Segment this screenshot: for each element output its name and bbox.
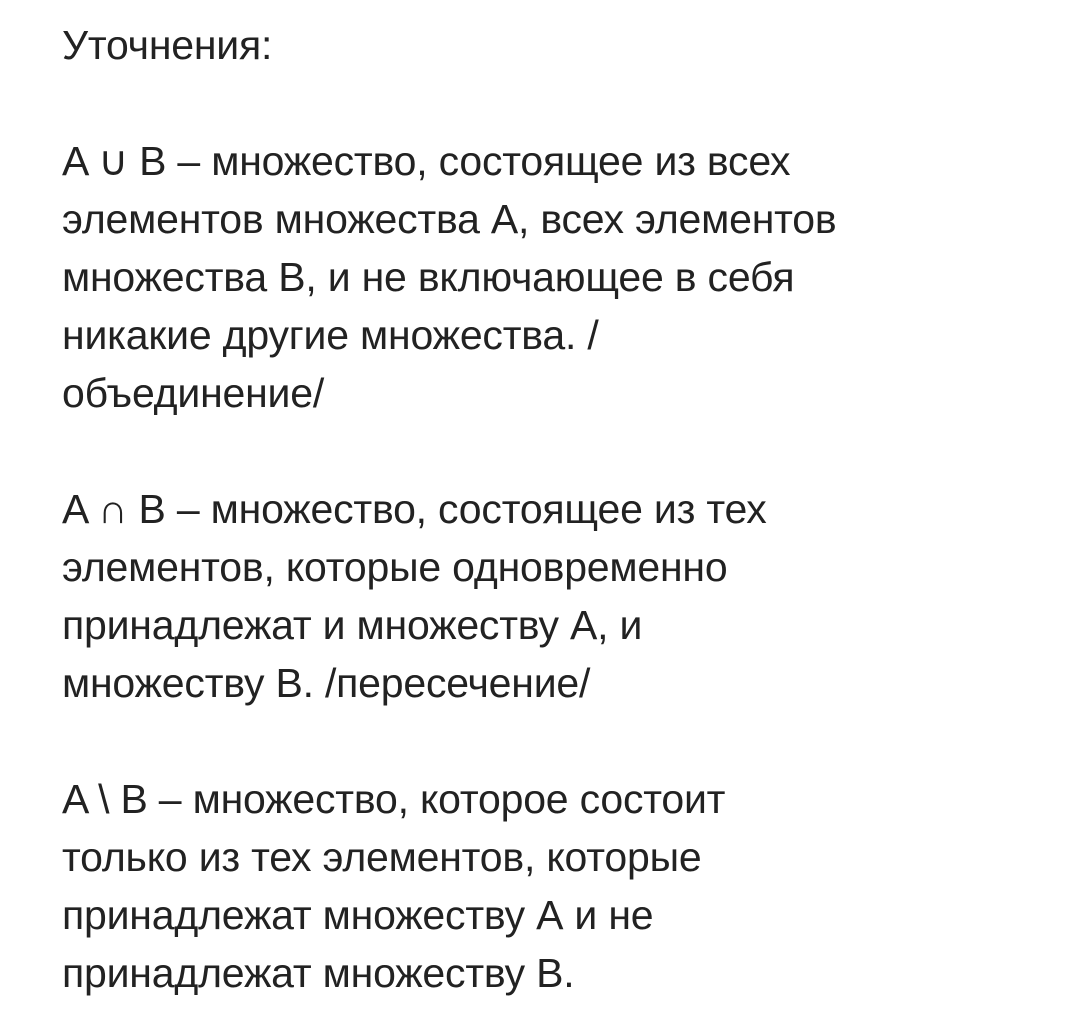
definition-line: A \ B – множество, которое состоит — [62, 776, 726, 822]
definition-line: A ∩ B – множество, состоящее из тех — [62, 486, 767, 532]
definition-union — [62, 132, 1040, 422]
definition-line: принадлежат множеству А и не — [62, 892, 654, 938]
definition-line: объединение/ — [62, 370, 325, 416]
definition-line: множества В, и не включающее в себя — [62, 254, 795, 300]
heading: Уточнения: — [62, 22, 273, 68]
spacer — [62, 712, 1040, 770]
definition-line: элементов множества А, всех элементов — [62, 196, 837, 242]
spacer — [62, 74, 1040, 132]
definition-line: принадлежат множеству В. — [62, 950, 575, 996]
definition-difference — [62, 770, 1040, 1002]
definition-line: элементов, которые одновременно — [62, 544, 728, 590]
definition-line: никакие другие множества. / — [62, 312, 599, 358]
definition-line: A ∪ B – множество, состоящее из всех — [62, 138, 791, 184]
definition-intersection — [62, 480, 1040, 712]
definition-line: только из тех элементов, которые — [62, 834, 702, 880]
spacer — [62, 422, 1040, 480]
definition-line: множеству В. /пересечение/ — [62, 660, 591, 706]
definition-line: принадлежат и множеству А, и — [62, 602, 643, 648]
